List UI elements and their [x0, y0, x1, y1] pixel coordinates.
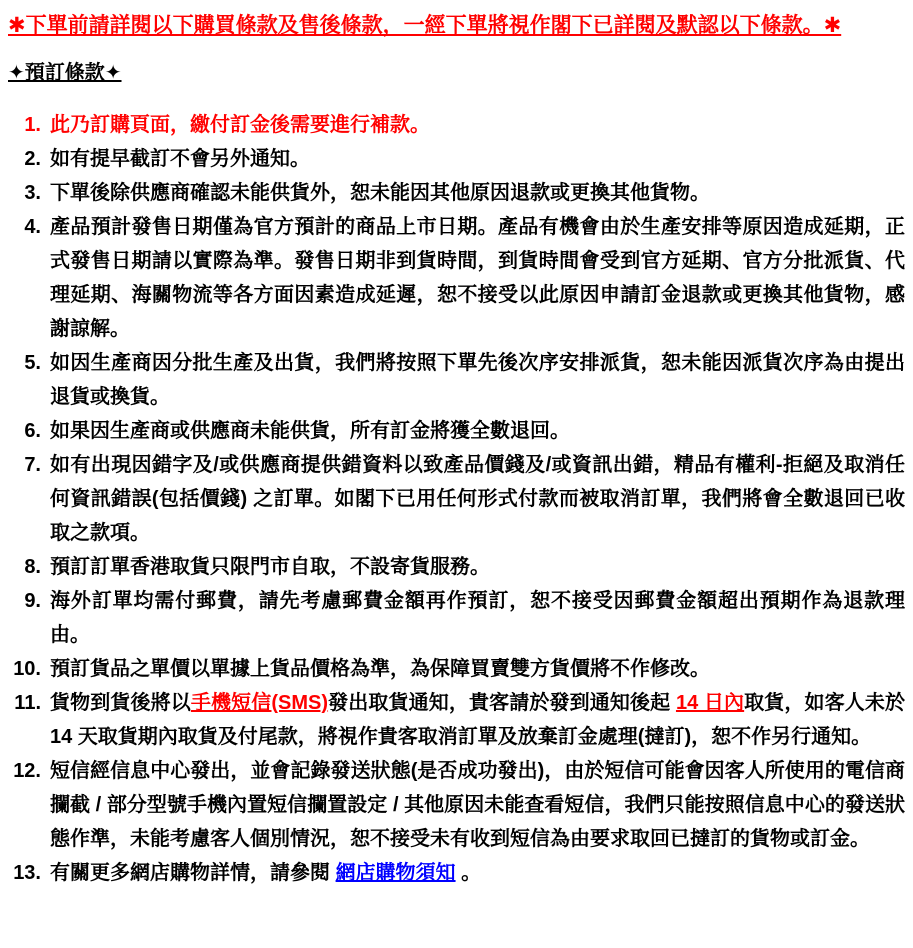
term-text-segment: 貨物到貨後將以	[50, 692, 191, 714]
term-text-segment: 如因生產商因分批生產及出貨，我們將按照下單先後次序安排派貨，恕未能因派貨次序為由提出退貨或換貨。	[50, 352, 905, 408]
term-number: 3.	[24, 182, 41, 204]
term-text	[41, 414, 905, 448]
term-text-segment: 預訂貨品之單價以單據上貨品價格為準，為保障買賣雙方貨價將不作修改。	[50, 658, 710, 680]
term-item	[8, 550, 905, 584]
term-number: 4.	[24, 216, 41, 238]
term-item	[8, 108, 905, 142]
term-text-segment: 。	[455, 862, 482, 884]
term-text	[41, 346, 905, 414]
term-number: 10.	[13, 658, 41, 680]
term-text	[41, 448, 905, 550]
term-text	[41, 856, 905, 890]
term-item	[8, 448, 905, 550]
section-title: ✦預訂條款✦	[8, 62, 122, 84]
term-text	[41, 584, 905, 652]
term-item	[8, 414, 905, 448]
term-text	[41, 652, 905, 686]
term-text-segment: 預訂訂單香港取貨只限門市自取，不設寄貨服務。	[50, 556, 490, 578]
term-item	[8, 584, 905, 652]
term-item	[8, 346, 905, 414]
term-text	[41, 142, 905, 176]
term-item	[8, 652, 905, 686]
term-text-segment: 如有提早截訂不會另外通知。	[50, 148, 310, 170]
term-item	[8, 176, 905, 210]
term-item	[8, 856, 905, 890]
term-text-segment: 如果因生產商或供應商未能供貨，所有訂金將獲全數退回。	[50, 420, 570, 442]
shop-guide-link[interactable]: 網店購物須知	[335, 862, 456, 884]
term-item	[8, 210, 905, 346]
term-text-segment: 有關更多網店購物詳情，請參閱	[50, 862, 336, 884]
term-number: 11.	[14, 692, 41, 714]
term-number: 5.	[24, 352, 41, 374]
term-text-segment: 海外訂單均需付郵費，請先考慮郵費金額再作預訂，恕不接受因郵費金額超出預期作為退款理由。	[50, 590, 905, 646]
term-text-segment: 下單後除供應商確認未能供貨外，恕未能因其他原因退款或更換其他貨物。	[50, 182, 710, 204]
term-number: 1.	[24, 114, 41, 136]
term-number: 12.	[13, 760, 41, 782]
term-highlight-segment: 手機短信(SMS)	[190, 692, 329, 714]
term-text	[41, 210, 905, 346]
term-text	[41, 550, 905, 584]
term-text-segment: 發出取貨通知，貴客請於發到通知後起	[328, 692, 676, 714]
term-text	[41, 108, 905, 142]
term-number: 7.	[24, 454, 41, 476]
term-text	[41, 686, 905, 754]
page-title: ✱下單前請詳閱以下購買條款及售後條款，一經下單將視作閣下已詳閱及默認以下條款。✱	[8, 14, 842, 37]
terms-list	[8, 108, 905, 890]
term-number: 2.	[24, 148, 41, 170]
term-number: 13.	[13, 862, 41, 884]
term-text	[41, 754, 905, 856]
term-text-segment: 產品預計發售日期僅為官方預計的商品上市日期。產品有機會由於生產安排等原因造成延期，正式發售日期請以實際為準。發售日期非到貨時間，到貨時間會受到官方延期、官方分批派貨、代理延期、海關物流等各方面因素造成延遲，恕不接受以此原因申請訂金退款或更換其他貨物，感謝諒解。	[50, 216, 905, 340]
term-highlight-segment: 14 日內	[675, 692, 745, 714]
term-number: 9.	[24, 590, 41, 612]
term-item	[8, 686, 905, 754]
term-highlight-segment: 此乃訂購頁面，繳付訂金後需要進行補款。	[50, 114, 430, 136]
term-item	[8, 754, 905, 856]
term-text-segment: 取貨，如客人未於 14 天取貨期內取貨及付尾款，將視作貴客取消訂單及放棄訂金處理(撻訂)，恕不作另行通知。	[50, 692, 906, 748]
term-text	[41, 176, 905, 210]
term-item	[8, 142, 905, 176]
term-number: 6.	[24, 420, 41, 442]
term-text-segment: 短信經信息中心發出，並會記錄發送狀態(是否成功發出)，由於短信可能會因客人所使用的電信商攔截 / 部分型號手機內置短信攔置設定 / 其他原因未能查看短信，我們只能按照信息中心的發送狀態作準，未能考慮客人個別情況，恕不接受未有收到短信為由要求取回已撻訂的貨物或訂金。	[50, 760, 905, 850]
term-text-segment: 如有出現因錯字及/或供應商提供錯資料以致產品價錢及/或資訊出錯，精品有權利-拒絕及取消任何資訊錯誤(包括價錢) 之訂單。如閣下已用任何形式付款而被取消訂單，我們將會全數退回已收取之款項。	[50, 454, 905, 544]
term-number: 8.	[24, 556, 41, 578]
